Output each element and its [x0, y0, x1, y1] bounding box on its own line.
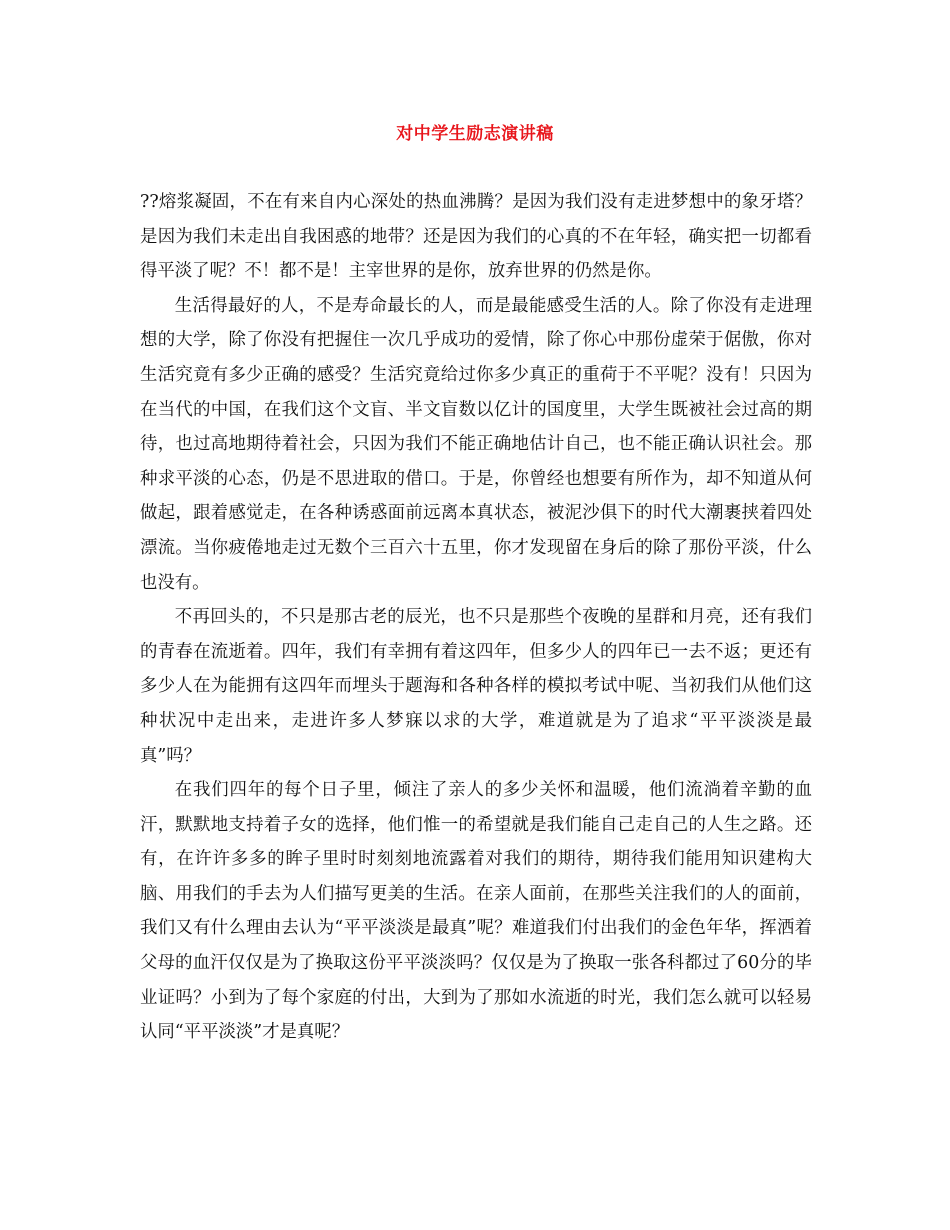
paragraph-1: ??熔浆凝固，不在有来自内心深处的热血沸腾？是因为我们没有走进梦想中的象牙塔？是因为我们未走出自我困惑的地带？还是因为我们的心真的不在年轻，确实把一切都看得平淡了呢？不！都不是！主宰世界的是你，放弃世界的仍然是你。 [140, 192, 812, 282]
paragraph-3: 不再回头的，不只是那古老的辰光，也不只是那些个夜晚的星群和月亮，还有我们的青春在流逝着。四年，我们有幸拥有着这四年，但多少人的四年已一去不返；更还有多少人在为能拥有这四年而埋头于题海和各种各样的模拟考试中呢、当初我们从他们这种状况中走出来，走进许多人梦寐以求的大学，难道就是为了追求“平平淡淡是最真”吗？ [140, 607, 812, 766]
paragraph-4: 在我们四年的每个日子里，倾注了亲人的多少关怀和温暖，他们流淌着辛勤的血汗，默默地支持着子女的选择，他们惟一的希望就是我们能自己走自己的人生之路。还有，在许许多多的眸子里时时刻刻地流露着对我们的期待，期待我们能用知识建构大脑、用我们的手去为人们描写更美的生活。在亲人面前，在那些关注我们的人的面前，我们又有什么理由去认为“平平淡淡是最真”呢？难道我们付出我们的金色年华，挥洒着父母的血汗仅仅是为了换取这份平平淡淡吗？仅仅是为了换取一张各科都过了60分的毕业证吗？小到为了每个家庭的付出，大到为了那如水流逝的时光，我们怎么就可以轻易认同“平平淡淡”才是真呢？ [140, 780, 812, 1043]
document-title: 对中学生励志演讲稿 [396, 124, 554, 144]
paragraph-2: 生活得最好的人，不是寿命最长的人，而是最能感受生活的人。除了你没有走进理想的大学，除了你没有把握住一次几乎成功的爱情，除了你心中那份虚荣于倨傲，你对生活究竟有多少正确的感受？生活究竟给过你多少真正的重荷于不平呢？没有！只因为在当代的中国，在我们这个文盲、半文盲数以亿计的国度里，大学生既被社会过高的期待，也过高地期待着社会，只因为我们不能正确地估计自己，也不能正确认识社会。那种求平淡的心态，仍是不思进取的借口。于是，你曾经也想要有所作为，却不知道从何做起，跟着感觉走，在各种诱惑面前远离本真状态，被泥沙俱下的时代大潮裹挟着四处漂流。当你疲倦地走过无数个三百六十五里，你才发现留在身后的除了那份平淡，什么也没有。 [140, 295, 812, 593]
document-body [140, 185, 812, 1050]
